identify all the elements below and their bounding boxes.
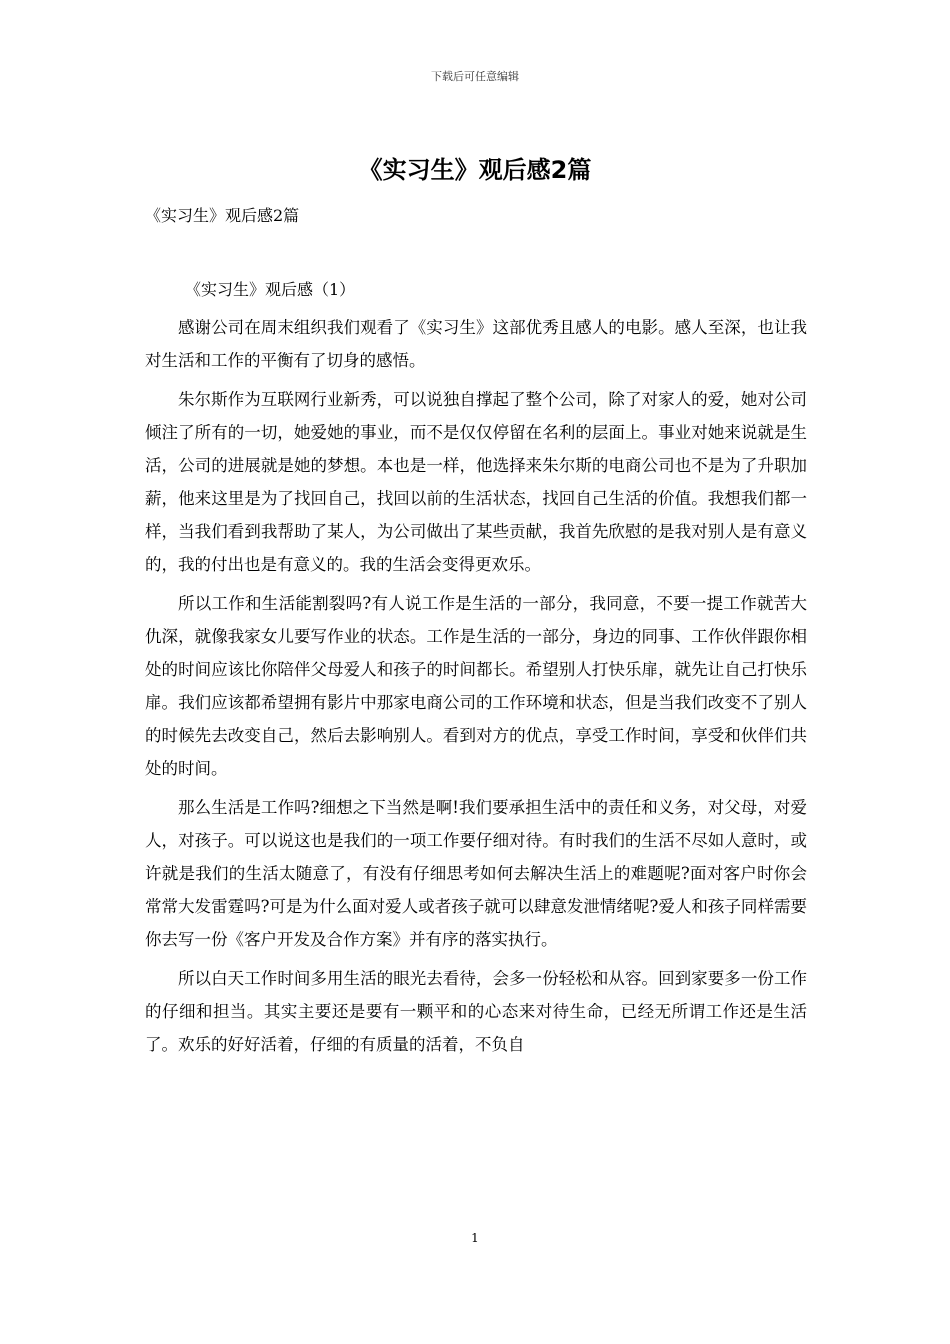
section-heading: 《实习生》观后感（1） xyxy=(185,280,356,299)
document-title: 《实习生》观后感2篇 xyxy=(358,156,592,184)
paragraph: 那么生活是工作吗?细想之下当然是啊!我们要承担生活中的责任和义务，对父母，对爱人，对孩子。可以说这也是我们的一项工作要仔细对待。有时我们的生活不尽如人意时，或许就是我们的生活太随意了，有没有仔细思考如何去解决生活上的难题呢?面对客户时你会常常大发雷霆吗?可是为什么面对爱人或者孩子就可以肆意发泄情绪呢?爱人和孩子同样需要你去写一份《客户开发及合作方案》并有序的落实执行。 xyxy=(145,798,807,949)
page-number: 1 xyxy=(471,1231,479,1245)
paragraph: 朱尔斯作为互联网行业新秀，可以说独自撑起了整个公司，除了对家人的爱，她对公司倾注了所有的一切，她爱她的事业，而不是仅仅停留在名利的层面上。事业对她来说就是生活，公司的进展就是她的梦想。本也是一样，他选择来朱尔斯的电商公司也不是为了升职加薪，他来这里是为了找回自己，找回以前的生活状态，找回自己生活的价值。我想我们都一样，当我们看到我帮助了某人，为公司做出了某些贡献，我首先欣慰的是我对别人是有意义的，我的付出也是有意义的。我的生活会变得更欢乐。 xyxy=(145,390,807,574)
paragraph: 所以工作和生活能割裂吗?有人说工作是生活的一部分，我同意，不要一提工作就苦大仇深，就像我家女儿要写作业的状态。工作是生活的一部分，身边的同事、工作伙伴跟你相处的时间应该比你陪伴父母爱人和孩子的时间都长。希望别人打快乐扉，就先让自己打快乐扉。我们应该都希望拥有影片中那家电商公司的工作环境和状态，但是当我们改变不了别人的时候先去改变自己，然后去影响别人。看到对方的优点，享受工作时间，享受和伙伴们共处的时间。 xyxy=(145,594,807,778)
paragraph: 感谢公司在周末组织我们观看了《实习生》这部优秀且感人的电影。感人至深，也让我对生活和工作的平衡有了切身的感悟。 xyxy=(145,318,807,370)
header-note: 下载后可任意编辑 xyxy=(431,70,519,83)
document-subtitle: 《实习生》观后感2篇 xyxy=(145,206,300,225)
paragraph: 所以白天工作时间多用生活的眼光去看待，会多一份轻松和从容。回到家要多一份工作的仔细和担当。其实主要还是要有一颗平和的心态来对待生命，已经无所谓工作还是生活了。欢乐的好好活着，仔细的有质量的活着，不负自 xyxy=(145,969,807,1054)
body-text xyxy=(145,311,807,1067)
